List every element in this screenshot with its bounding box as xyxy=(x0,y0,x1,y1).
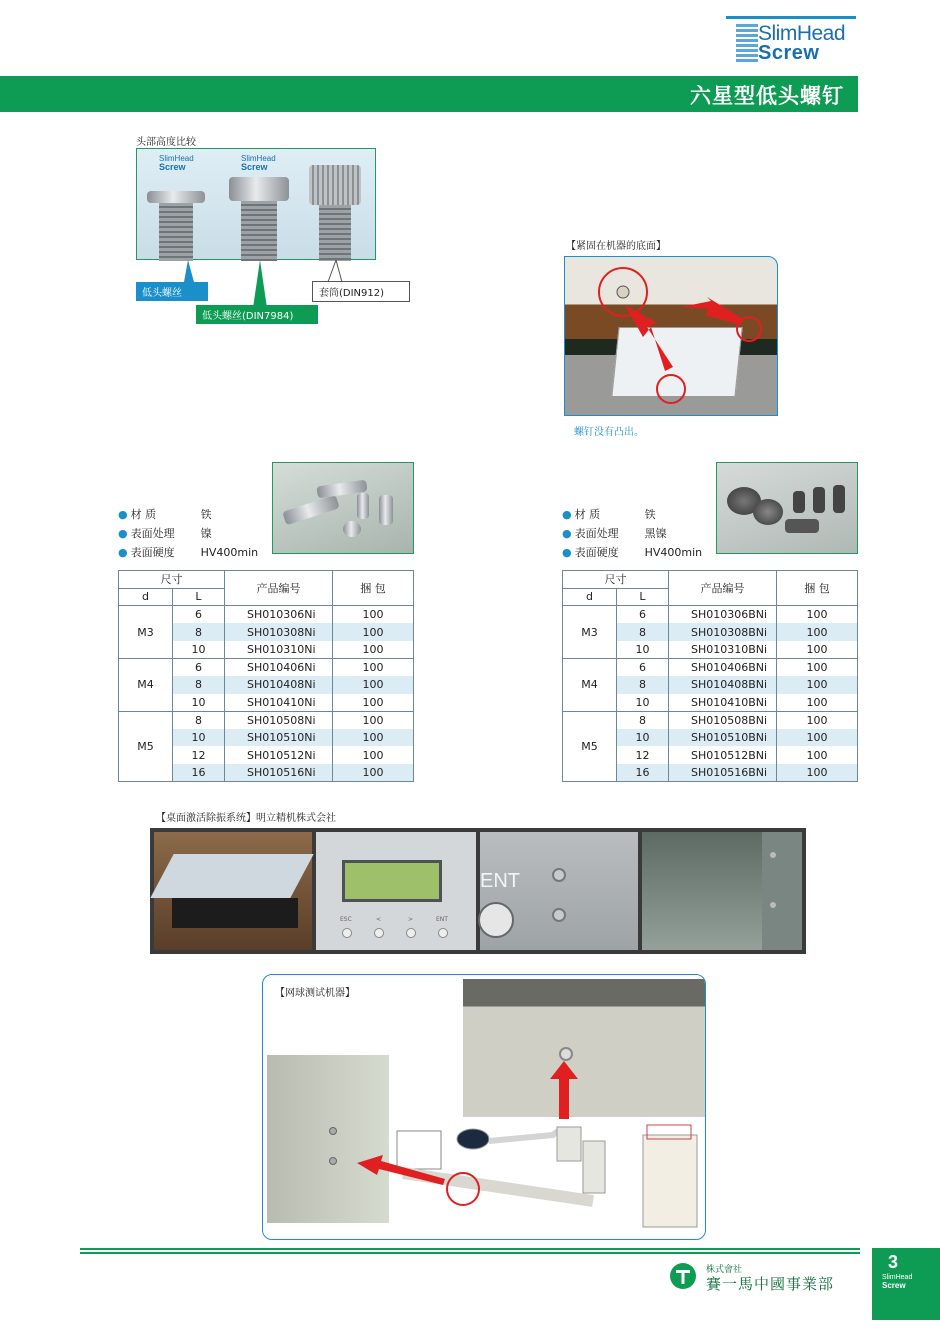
cell-code: SH010310BNi xyxy=(669,641,777,659)
slimhead-screw-mark-1 xyxy=(552,868,566,882)
header-code: 产品编号 xyxy=(669,571,777,606)
key-label-esc: ESC xyxy=(340,916,352,923)
table-row xyxy=(119,711,414,729)
spec-key: 表面硬度 xyxy=(574,546,619,559)
table-row xyxy=(563,606,858,624)
din912-screw-thread xyxy=(319,205,351,261)
sample-screw-3 xyxy=(357,493,369,519)
header-code: 产品编号 xyxy=(225,571,333,606)
page-logo-line2: Screw xyxy=(882,1281,906,1290)
cell-diameter: M3 xyxy=(119,606,173,659)
cell-code: SH010408Ni xyxy=(225,676,333,694)
cell-code: SH010306Ni xyxy=(225,606,333,624)
mini-logo-1-line2: Screw xyxy=(159,162,186,172)
spec-key: 材 质 xyxy=(130,508,157,521)
cell-pack: 100 xyxy=(777,658,858,676)
mini-logo-2 xyxy=(241,155,276,172)
din7984-screw-head xyxy=(229,177,289,201)
cell-pack: 100 xyxy=(777,764,858,782)
machine-bottom-caption: 螺钉没有凸出。 xyxy=(574,427,644,438)
cell-diameter: M5 xyxy=(119,711,173,781)
logo-text-screw: Screw xyxy=(758,42,820,64)
machine-bottom-heading: 【紧固在机器的底面】 xyxy=(566,241,666,252)
mini-logo-1 xyxy=(159,155,194,172)
key-left xyxy=(374,928,384,938)
corporate-type: 株式會社 xyxy=(706,1265,743,1275)
cell-pack: 100 xyxy=(333,641,414,659)
control-box xyxy=(583,1141,605,1193)
bullet-icon: ● xyxy=(562,508,572,521)
callout-pointer-white xyxy=(328,260,342,282)
panel-keys xyxy=(336,916,466,946)
sample-screw-5 xyxy=(343,521,361,537)
key-label-right: > xyxy=(408,916,414,923)
label-din912: 套筒(DIN912) xyxy=(312,281,410,302)
cell-code: SH010406Ni xyxy=(225,658,333,676)
cell-code: SH010410BNi xyxy=(669,694,777,712)
logo-text-slimhead: SlimHead xyxy=(758,22,846,45)
spec-key: 表面处理 xyxy=(574,527,619,540)
bullet-icon: ● xyxy=(118,527,128,540)
cell-pack: 100 xyxy=(333,711,414,729)
cell-diameter: M4 xyxy=(563,658,617,711)
cell-code: SH010410Ni xyxy=(225,694,333,712)
highlight-overlay xyxy=(565,257,778,416)
black-nickel-screws-photo xyxy=(716,462,858,554)
mini-logo-2-line2: Screw xyxy=(241,162,268,172)
cell-code: SH010508BNi xyxy=(669,711,777,729)
mini-logo-2-line1: SlimHead xyxy=(241,154,276,163)
spec-row-finish xyxy=(118,524,258,543)
cell-length: 12 xyxy=(173,746,225,764)
screw-dot-1 xyxy=(770,852,776,858)
cell-length: 16 xyxy=(173,764,225,782)
cell-code: SH010308Ni xyxy=(225,623,333,641)
cell-length: 8 xyxy=(173,711,225,729)
cell-pack: 100 xyxy=(333,606,414,624)
corporate-logo-icon xyxy=(666,1262,700,1290)
machine-bottom-photo xyxy=(564,256,778,416)
cell-diameter: M4 xyxy=(119,658,173,711)
cell-length: 10 xyxy=(617,729,669,747)
sample-screw-b3 xyxy=(793,491,805,513)
corporate-name: 賽一馬中國事業部 xyxy=(706,1275,835,1293)
cell-code: SH010408BNi xyxy=(669,676,777,694)
cell-length: 8 xyxy=(617,623,669,641)
vibration-photo-strip xyxy=(150,828,806,954)
ent-text: ENT xyxy=(480,870,520,892)
cell-pack: 100 xyxy=(333,658,414,676)
product-table-black-nickel xyxy=(562,570,858,782)
header-l: L xyxy=(173,588,225,606)
spec-key: 表面硬度 xyxy=(130,546,175,559)
cell-diameter: M5 xyxy=(563,711,617,781)
cell-length: 8 xyxy=(617,711,669,729)
tennis-heading: 【网球测试机器】 xyxy=(275,988,355,999)
cell-pack: 100 xyxy=(333,764,414,782)
cell-pack: 100 xyxy=(333,729,414,747)
cell-length: 6 xyxy=(173,606,225,624)
sample-screw-b4 xyxy=(813,487,825,513)
cell-pack: 100 xyxy=(777,711,858,729)
key-label-ent: ENT xyxy=(436,916,448,923)
bullet-icon: ● xyxy=(118,546,128,559)
cell-length: 10 xyxy=(173,694,225,712)
vibration-photo-2 xyxy=(316,832,476,950)
header-d: d xyxy=(119,588,173,606)
cell-code: SH010510BNi xyxy=(669,729,777,747)
table-row xyxy=(119,658,414,676)
sample-screw-b5 xyxy=(833,485,845,513)
cell-pack: 100 xyxy=(777,729,858,747)
callout-pointer-blue xyxy=(184,260,194,282)
cell-length: 10 xyxy=(173,641,225,659)
vibration-photo-1 xyxy=(154,832,312,950)
cell-code: SH010306BNi xyxy=(669,606,777,624)
cell-pack: 100 xyxy=(777,606,858,624)
cell-length: 12 xyxy=(617,746,669,764)
lcd-display xyxy=(342,860,442,902)
cell-code: SH010406BNi xyxy=(669,658,777,676)
logo-stripes-icon xyxy=(736,24,758,64)
spec-value: 镍 xyxy=(200,527,212,540)
din7984-screw-thread xyxy=(241,201,277,261)
bullet-icon: ● xyxy=(562,546,572,559)
spec-row-material xyxy=(118,505,258,524)
isolation-table-body xyxy=(172,898,298,928)
cell-code: SH010512BNi xyxy=(669,746,777,764)
panel-edge xyxy=(762,832,802,950)
spec-value: 铁 xyxy=(644,508,656,521)
label-slimhead: 低头螺丝 xyxy=(136,282,208,301)
spec-key: 表面处理 xyxy=(130,527,175,540)
header-d: d xyxy=(563,588,617,606)
sample-screw-4 xyxy=(379,495,393,525)
product-table-nickel xyxy=(118,570,414,782)
vibration-photo-3 xyxy=(480,832,638,950)
vibration-photo-4 xyxy=(642,832,802,950)
sample-screw-b2 xyxy=(753,499,783,525)
header-size: 尺寸 xyxy=(119,571,225,589)
spec-row-finish xyxy=(562,524,702,543)
cell-length: 8 xyxy=(617,676,669,694)
cell-length: 6 xyxy=(617,658,669,676)
table-row xyxy=(119,606,414,624)
page-number: 3 xyxy=(888,1252,899,1272)
page-number-box xyxy=(872,1248,940,1320)
cell-pack: 100 xyxy=(777,746,858,764)
cell-length: 6 xyxy=(173,658,225,676)
table-row xyxy=(563,711,858,729)
callout-pointer-green xyxy=(253,260,267,308)
key-esc xyxy=(342,928,352,938)
cell-code: SH010508Ni xyxy=(225,711,333,729)
cell-length: 16 xyxy=(617,764,669,782)
spec-list-right xyxy=(562,505,702,562)
screw-dot-2 xyxy=(770,902,776,908)
footer-rule xyxy=(80,1248,860,1256)
spec-key: 材 质 xyxy=(574,508,601,521)
ball-basket xyxy=(397,1131,441,1169)
comparison-heading: 头部高度比较 xyxy=(136,137,196,148)
page-title: 六星型低头螺钉 xyxy=(690,84,844,108)
spec-value: 黑镍 xyxy=(644,527,667,540)
cell-length: 10 xyxy=(617,641,669,659)
comparison-photo xyxy=(136,148,376,260)
spec-row-material xyxy=(562,505,702,524)
slimhead-screw-head xyxy=(147,191,205,203)
table-row xyxy=(563,658,858,676)
spec-value: HV400min xyxy=(644,546,703,559)
cell-pack: 100 xyxy=(777,641,858,659)
spec-row-hardness xyxy=(562,543,702,562)
cell-length: 10 xyxy=(173,729,225,747)
cell-code: SH010310Ni xyxy=(225,641,333,659)
cell-length: 10 xyxy=(617,694,669,712)
cell-code: SH010510Ni xyxy=(225,729,333,747)
header-pack: 捆 包 xyxy=(333,571,414,606)
sample-screw-1 xyxy=(282,495,340,526)
cell-pack: 100 xyxy=(777,694,858,712)
tennis-frame xyxy=(262,974,706,1240)
nickel-screws-photo xyxy=(272,462,414,554)
red-arrow-2 xyxy=(681,297,743,325)
cell-diameter: M3 xyxy=(563,606,617,659)
isolation-table-top xyxy=(150,854,313,898)
spec-value: HV400min xyxy=(200,546,259,559)
cell-code: SH010308BNi xyxy=(669,623,777,641)
title-bar xyxy=(0,76,858,112)
cell-code: SH010516Ni xyxy=(225,764,333,782)
cell-pack: 100 xyxy=(333,694,414,712)
slimhead-screw-thread xyxy=(159,203,193,261)
din912-screw-head xyxy=(309,165,361,205)
label-din7984: 低头螺丝(DIN7984) xyxy=(196,305,318,324)
tennis-machine-illustration xyxy=(263,975,706,1240)
key-right xyxy=(406,928,416,938)
slimhead-screw-mark-2 xyxy=(552,908,566,922)
cell-length: 8 xyxy=(173,623,225,641)
racket-head xyxy=(457,1129,489,1149)
spec-value: 铁 xyxy=(200,508,212,521)
cell-pack: 100 xyxy=(777,623,858,641)
cell-pack: 100 xyxy=(333,746,414,764)
spec-list-left xyxy=(118,505,258,562)
red-arrow-left xyxy=(357,1155,445,1185)
mini-logo-1-line1: SlimHead xyxy=(159,154,194,163)
sample-screw-b6 xyxy=(785,519,819,533)
highlight-circle-3 xyxy=(657,375,685,403)
bullet-icon: ● xyxy=(118,508,128,521)
logo-rule xyxy=(726,16,856,19)
cell-pack: 100 xyxy=(777,676,858,694)
header-size: 尺寸 xyxy=(563,571,669,589)
vibration-heading: 【桌面激活除振系统】明立精机株式会社 xyxy=(156,813,336,824)
screw-head-mark-1 xyxy=(617,286,629,298)
cell-pack: 100 xyxy=(333,623,414,641)
cell-length: 8 xyxy=(173,676,225,694)
header-l: L xyxy=(617,588,669,606)
key-ent xyxy=(438,928,448,938)
cell-code: SH010516BNi xyxy=(669,764,777,782)
page-logo-line1: SlimHead xyxy=(882,1274,913,1281)
spec-row-hardness xyxy=(118,543,258,562)
key-label-left: < xyxy=(376,916,382,923)
cell-code: SH010512Ni xyxy=(225,746,333,764)
cell-pack: 100 xyxy=(333,676,414,694)
tennis-machine-2 xyxy=(643,1135,697,1227)
header-pack: 捆 包 xyxy=(777,571,858,606)
cell-length: 6 xyxy=(617,606,669,624)
red-arrow-1 xyxy=(625,305,673,371)
arm-housing xyxy=(557,1127,581,1161)
bullet-icon: ● xyxy=(562,527,572,540)
ent-button xyxy=(478,902,514,938)
brand-logo xyxy=(726,16,856,66)
